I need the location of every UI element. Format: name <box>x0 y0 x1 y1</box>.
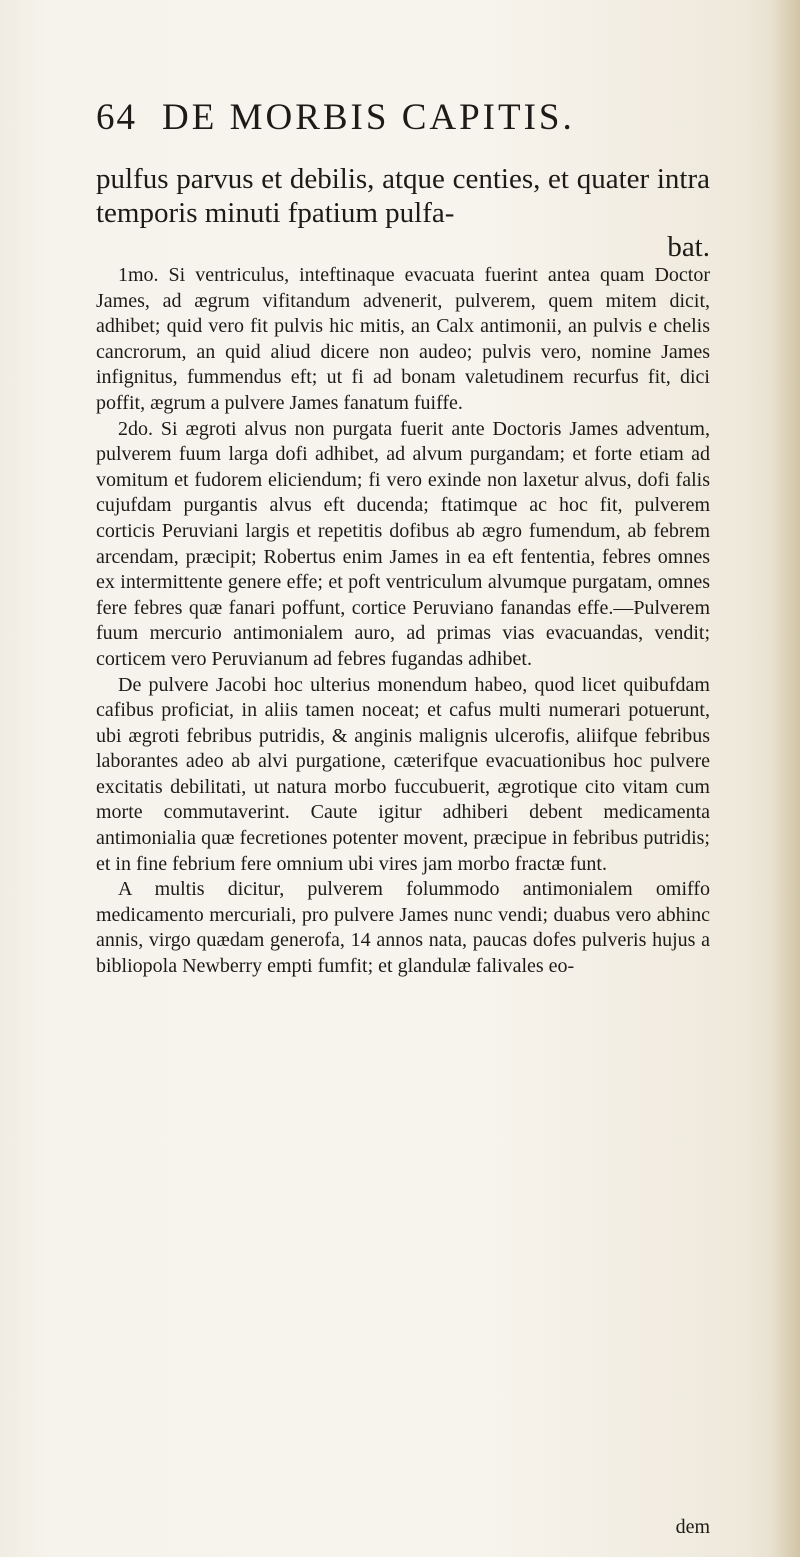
running-title: DE MORBIS CAPITIS. <box>162 97 575 138</box>
paragraph-de-pulvere: De pulvere Jacobi hoc ulterius monendum habeo, quod licet quibufdam cafibus proficiat, in aliis tamen noceat; et cafus multi numerari potuerunt, ubi ægroti febribus putridis, & anginis malignis ulcerofis, aliifque febribus laborantes adeo ab alvi purgatione, cæterifque evacuationibus hoc pulvere excitatis debilitati, ut natura morbo fuccubuerit, ægrotique cito vitam cum morte commutaverint. Caute igitur adhiberi debent medicamenta antimonialia quæ fecretiones potenter movent, præcipue in febribus putridis; et in fine febrium fere omnium ubi vires jam morbo fractæ funt. <box>96 673 710 875</box>
body-text <box>96 263 710 980</box>
top-paragraph-text <box>96 162 710 264</box>
page-edge-shadow <box>772 0 800 1557</box>
top-line-1: pulfus parvus et debilis, atque centies, et <box>96 163 569 195</box>
top-paragraph <box>96 162 710 264</box>
top-line-2: quater intra temporis minuti fpatium pulfa- <box>96 163 710 229</box>
paragraph-a-multis: A multis dicitur, pulverem folummodo antimonialem omiffo medicamento mercuriali, pro pulvere James nunc vendi; duabus vero abhinc annis, virgo quædam generofa, 14 annos nata, paucas dofes pulveris hujus a bibliopola Newberry empti fumfit; et glandulæ falivales eo- <box>96 878 710 978</box>
top-line-3: bat. <box>667 231 710 263</box>
paragraph-primo: 1mo. Si ventriculus, inteftinaque evacuata fuerint antea quam Doctor James, ad ægrum vifitandum advenerit, pulverem, quem mitem dicit, adhibet; quid vero fit pulvis hic mitis, an Calx antimonii, an pulvis e chelis cancrorum, an quid aliud dicere non audeo; pulvis vero, nomine James infignitus, fummendus eft; ut fi ad bonam valetudinem recurfus fit, dici poffit, ægrum a pulvere James fanatum fuiffe. <box>96 264 710 414</box>
page-header <box>96 96 716 146</box>
page-number: 64 <box>96 97 137 138</box>
catchword: dem <box>675 1516 710 1538</box>
paragraph-secundo: 2do. Si ægroti alvus non purgata fuerit ante Doctoris James adventum, pulverem fuum larga dofi adhibet, ad alvum purgandam; et forte etiam ad vomitum et fudorem eliciendum; fi vero exinde non laxetur alvus, dofi falis cujufdam purgantis alvus eft ducenda; ftatimque ac hoc fit, pulverem corticis Peruviani largis et repetitis dofibus ab ægro fumendum, ab febrem arcendam, præcipit; Robertus enim James in ea eft fententia, febres omnes ex intermittente genere effe; et poft ventriculum alvumque purgatam, omnes fere febres quæ fanari poffunt, cortice Peruviano fanandas effe.—Pulverem fuum mercurio antimonialem auro, ad primas vias evacuandas, vendit; corticem vero Peruvianum ad febres fugandas adhibet. <box>96 417 710 670</box>
